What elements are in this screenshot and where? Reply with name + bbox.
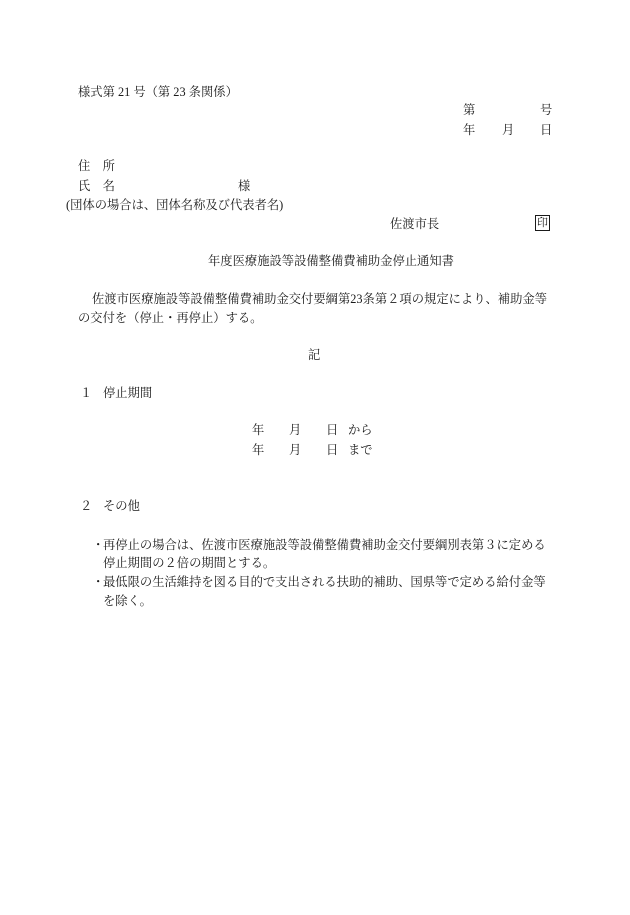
section-2-number: ２ (80, 499, 93, 513)
document-title: 年度医療施設等設備整備費補助金停止通知書 (208, 254, 454, 268)
period-to-year: 年 (252, 443, 265, 457)
bullet-1-line-2: 停止期間の２倍の期間とする。 (103, 556, 276, 570)
name-label: 氏 名 (78, 179, 115, 193)
period-to-month: 月 (289, 443, 302, 457)
bullet-2-marker: ・ (92, 575, 105, 589)
doc-number-suffix: 号 (540, 103, 553, 117)
period-from-suffix: から (348, 423, 373, 437)
date-year: 年 (463, 123, 476, 137)
date-month: 月 (502, 123, 515, 137)
period-to-suffix: まで (348, 443, 373, 457)
bullet-2-line-2: を除く。 (103, 594, 152, 608)
period-from-day: 日 (326, 423, 339, 437)
seal-stamp: 印 (537, 217, 548, 229)
section-1-number: １ (80, 386, 93, 400)
honorific: 様 (238, 179, 251, 193)
body-line-2: の交付を（停止・再停止）する。 (78, 311, 263, 325)
group-note: (団体の場合は、団体名称及び代表者名) (66, 198, 284, 212)
body-line-1: 佐渡市医療施設等設備整備費補助金交付要綱第23条第２項の規定により、補助金等 (92, 292, 547, 306)
address-label: 住 所 (78, 159, 115, 173)
bullet-2-line-1: 最低限の生活維持を図る目的で支出される扶助的補助、国県等で定める給付金等 (103, 575, 546, 589)
bullet-1-marker: ・ (92, 538, 105, 552)
doc-number-prefix: 第 (463, 103, 476, 117)
period-from-month: 月 (289, 423, 302, 437)
section-2-heading: その他 (103, 499, 140, 513)
ki-heading: 記 (308, 348, 321, 362)
period-to-day: 日 (326, 443, 339, 457)
date-day: 日 (540, 123, 553, 137)
form-number: 様式第 21 号（第 23 条関係） (78, 85, 238, 99)
period-from-year: 年 (252, 423, 265, 437)
section-1-heading: 停止期間 (103, 386, 153, 400)
bullet-1-line-1: 再停止の場合は、佐渡市医療施設等設備整備費補助金交付要綱別表第３に定める (103, 538, 546, 552)
issuer-name: 佐渡市長 (390, 217, 440, 231)
